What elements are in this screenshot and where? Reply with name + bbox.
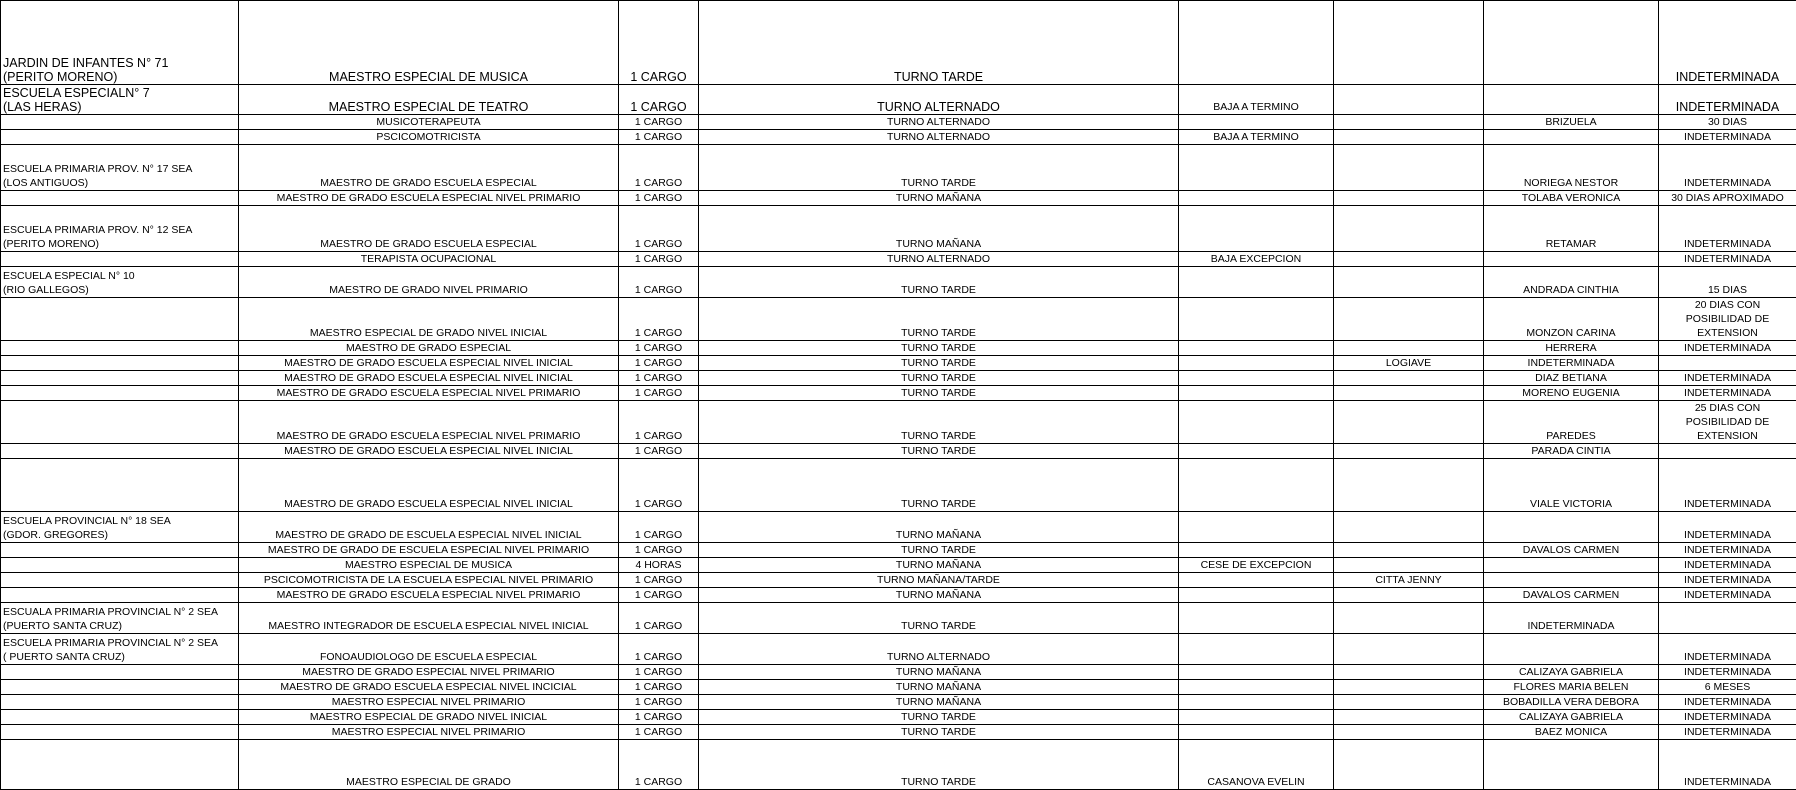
table-cell: PSCICOMOTRICISTA	[239, 130, 619, 145]
table-cell	[1179, 634, 1334, 665]
table-cell: TURNO TARDE	[699, 267, 1179, 298]
table-cell: TURNO MAÑANA	[699, 665, 1179, 680]
table-cell	[1, 130, 239, 145]
table-cell: 1 CARGO	[619, 444, 699, 459]
table-row	[1, 695, 1796, 710]
table-cell: NORIEGA NESTOR	[1484, 145, 1659, 191]
table-cell: TURNO TARDE	[699, 356, 1179, 371]
table-cell: TURNO MAÑANA	[699, 512, 1179, 543]
table-cell: INDETERMINADA	[1659, 573, 1796, 588]
table-cell	[1334, 115, 1484, 130]
table-cell: 1 CARGO	[619, 1, 699, 85]
table-cell	[1334, 512, 1484, 543]
table-cell: MORENO EUGENIA	[1484, 386, 1659, 401]
table-cell: ESCUELA PRIMARIA PROV. N° 12 SEA (PERITO MORENO)	[1, 206, 239, 252]
table-cell	[1, 740, 239, 790]
table-cell: 1 CARGO	[619, 130, 699, 145]
table-cell: TURNO ALTERNADO	[699, 85, 1179, 115]
table-cell	[1334, 665, 1484, 680]
table-cell: TURNO ALTERNADO	[699, 130, 1179, 145]
table-row	[1, 573, 1796, 588]
table-cell: 1 CARGO	[619, 512, 699, 543]
table-cell: 1 CARGO	[619, 588, 699, 603]
table-cell: 1 CARGO	[619, 386, 699, 401]
table-cell	[1334, 543, 1484, 558]
table-cell	[1484, 85, 1659, 115]
table-row	[1, 1, 1796, 85]
table-row	[1, 710, 1796, 725]
table-cell: LOGIAVE	[1334, 356, 1484, 371]
table-cell	[1484, 740, 1659, 790]
table-cell: 30 DIAS	[1659, 115, 1796, 130]
table-cell: MAESTRO DE GRADO ESCUELA ESPECIAL	[239, 145, 619, 191]
table-cell	[1, 558, 239, 573]
table-cell: INDETERMINADA	[1659, 665, 1796, 680]
table-cell: TOLABA VERONICA	[1484, 191, 1659, 206]
table-cell: 1 CARGO	[619, 85, 699, 115]
table-cell	[1334, 130, 1484, 145]
table-cell: 1 CARGO	[619, 206, 699, 252]
table-cell: MAESTRO DE GRADO NIVEL PRIMARIO	[239, 267, 619, 298]
table-cell	[1179, 459, 1334, 512]
table-cell: VIALE VICTORIA	[1484, 459, 1659, 512]
table-cell: MAESTRO DE GRADO ESCUELA ESPECIAL NIVEL INICIAL	[239, 459, 619, 512]
table-cell: ESCUELA PRIMARIA PROVINCIAL N° 2 SEA ( PUERTO SANTA CRUZ)	[1, 634, 239, 665]
table-cell: TURNO TARDE	[699, 543, 1179, 558]
table-cell: INDETERMINADA	[1484, 603, 1659, 634]
table-cell: TURNO MAÑANA	[699, 191, 1179, 206]
table-cell: MAESTRO DE GRADO ESCUELA ESPECIAL NIVEL PRIMARIO	[239, 386, 619, 401]
table-cell: MAESTRO ESPECIAL DE GRADO NIVEL INICIAL	[239, 298, 619, 341]
table-cell: FONOAUDIOLOGO DE ESCUELA ESPECIAL	[239, 634, 619, 665]
table-cell	[1659, 356, 1796, 371]
table-cell: INDETERMINADA	[1659, 543, 1796, 558]
table-row	[1, 603, 1796, 634]
table-cell: CASANOVA EVELIN	[1179, 740, 1334, 790]
table-cell: 1 CARGO	[619, 634, 699, 665]
table-cell	[1, 459, 239, 512]
table-row	[1, 267, 1796, 298]
table-cell: INDETERMINADA	[1659, 206, 1796, 252]
table-cell: INDETERMINADA	[1659, 145, 1796, 191]
table-cell	[1334, 588, 1484, 603]
table-cell: 15 DIAS	[1659, 267, 1796, 298]
table-cell	[1659, 603, 1796, 634]
table-cell	[1, 341, 239, 356]
table-cell: INDETERMINADA	[1659, 634, 1796, 665]
table-cell: MAESTRO DE GRADO ESCUELA ESPECIAL NIVEL INICIAL	[239, 356, 619, 371]
table-cell	[1179, 371, 1334, 386]
table-cell: TURNO TARDE	[699, 145, 1179, 191]
table-row	[1, 371, 1796, 386]
table-cell	[1334, 401, 1484, 444]
table-cell: INDETERMINADA	[1659, 725, 1796, 740]
table-body	[1, 1, 1796, 790]
table-cell: PAREDES	[1484, 401, 1659, 444]
table-cell: 1 CARGO	[619, 543, 699, 558]
table-cell	[1179, 725, 1334, 740]
table-cell	[1179, 401, 1334, 444]
table-cell: ESCUELA ESPECIAL N° 10 (RIO GALLEGOS)	[1, 267, 239, 298]
table-cell: CALIZAYA GABRIELA	[1484, 665, 1659, 680]
table-cell	[1, 401, 239, 444]
table-row	[1, 401, 1796, 444]
table-cell	[1179, 512, 1334, 543]
table-cell: MAESTRO DE GRADO ESPECIAL	[239, 341, 619, 356]
table-row	[1, 85, 1796, 115]
table-cell: MAESTRO ESPECIAL DE GRADO NIVEL INICIAL	[239, 710, 619, 725]
table-row	[1, 115, 1796, 130]
table-cell	[1, 543, 239, 558]
table-cell	[1334, 740, 1484, 790]
table-cell	[1334, 85, 1484, 115]
table-cell: ESCUELA PRIMARIA PROV. N° 17 SEA (LOS ANTIGUOS)	[1, 145, 239, 191]
table-cell: INDETERMINADA	[1659, 130, 1796, 145]
table-cell	[1179, 356, 1334, 371]
table-cell	[1, 191, 239, 206]
table-cell: TURNO MAÑANA	[699, 588, 1179, 603]
table-cell: 1 CARGO	[619, 710, 699, 725]
table-row	[1, 665, 1796, 680]
table-cell: MAESTRO INTEGRADOR DE ESCUELA ESPECIAL NIVEL INICIAL	[239, 603, 619, 634]
table-cell	[1484, 512, 1659, 543]
table-cell	[1484, 1, 1659, 85]
table-cell	[1179, 206, 1334, 252]
table-cell	[1334, 459, 1484, 512]
table-cell: CALIZAYA GABRIELA	[1484, 710, 1659, 725]
table-row	[1, 386, 1796, 401]
table-cell: RETAMAR	[1484, 206, 1659, 252]
table-cell: TURNO TARDE	[699, 603, 1179, 634]
table-cell: INDETERMINADA	[1659, 695, 1796, 710]
table-cell: TURNO TARDE	[699, 298, 1179, 341]
table-cell: 1 CARGO	[619, 356, 699, 371]
table-row	[1, 356, 1796, 371]
table-cell	[1334, 298, 1484, 341]
table-cell	[1334, 1, 1484, 85]
table-cell: MAESTRO DE GRADO ESCUELA ESPECIAL NIVEL PRIMARIO	[239, 401, 619, 444]
table-cell: TURNO TARDE	[699, 1, 1179, 85]
table-cell	[1334, 634, 1484, 665]
table-cell: 1 CARGO	[619, 665, 699, 680]
table-cell	[1, 710, 239, 725]
table-cell: 1 CARGO	[619, 115, 699, 130]
table-row	[1, 512, 1796, 543]
table-cell	[1334, 341, 1484, 356]
table-cell	[1334, 371, 1484, 386]
table-cell	[1, 588, 239, 603]
table-cell	[1484, 634, 1659, 665]
table-cell: INDETERMINADA	[1659, 252, 1796, 267]
table-cell: INDETERMINADA	[1659, 341, 1796, 356]
table-cell	[1179, 710, 1334, 725]
table-cell: TURNO MAÑANA	[699, 680, 1179, 695]
table-cell: MAESTRO DE GRADO DE ESCUELA ESPECIAL NIVEL INICIAL	[239, 512, 619, 543]
table-cell: TURNO MAÑANA	[699, 558, 1179, 573]
table-cell: MAESTRO DE GRADO ESCUELA ESPECIAL NIVEL PRIMARIO	[239, 588, 619, 603]
table-cell	[1, 298, 239, 341]
table-row	[1, 588, 1796, 603]
table-cell	[1179, 603, 1334, 634]
table-cell: JARDIN DE INFANTES N° 71 (PERITO MORENO)	[1, 1, 239, 85]
table-cell: TURNO MAÑANA	[699, 206, 1179, 252]
table-cell	[1334, 252, 1484, 267]
table-cell: 1 CARGO	[619, 740, 699, 790]
table-cell	[1334, 680, 1484, 695]
table-cell: MONZON CARINA	[1484, 298, 1659, 341]
table-cell: MAESTRO ESPECIAL DE MUSICA	[239, 558, 619, 573]
table-cell	[1, 371, 239, 386]
table-cell	[1334, 710, 1484, 725]
table-row	[1, 130, 1796, 145]
table-cell	[1179, 298, 1334, 341]
table-cell	[1179, 573, 1334, 588]
table-cell: TURNO ALTERNADO	[699, 634, 1179, 665]
table-cell	[1179, 386, 1334, 401]
table-cell: TURNO ALTERNADO	[699, 252, 1179, 267]
table-cell: ANDRADA CINTHIA	[1484, 267, 1659, 298]
table-cell: INDETERMINADA	[1659, 85, 1796, 115]
table-cell: ESCUALA PRIMARIA PROVINCIAL N° 2 SEA (PUERTO SANTA CRUZ)	[1, 603, 239, 634]
table-cell: MAESTRO DE GRADO ESPECIAL NIVEL PRIMARIO	[239, 665, 619, 680]
table-cell: TURNO TARDE	[699, 444, 1179, 459]
table-cell: 1 CARGO	[619, 680, 699, 695]
table-cell: 1 CARGO	[619, 267, 699, 298]
table-cell: DAVALOS CARMEN	[1484, 588, 1659, 603]
table-cell	[1484, 573, 1659, 588]
table-cell: 20 DIAS CON POSIBILIDAD DE EXTENSION	[1659, 298, 1796, 341]
table-cell	[1, 356, 239, 371]
table-cell	[1484, 558, 1659, 573]
table-cell: INDETERMINADA	[1659, 386, 1796, 401]
table-cell: MAESTRO DE GRADO ESCUELA ESPECIAL NIVEL INICIAL	[239, 444, 619, 459]
table-cell: BAJA EXCEPCION	[1179, 252, 1334, 267]
table-row	[1, 444, 1796, 459]
table-cell	[1179, 665, 1334, 680]
table-row	[1, 298, 1796, 341]
table-cell	[1179, 543, 1334, 558]
table-cell: DIAZ BETIANA	[1484, 371, 1659, 386]
table-row	[1, 206, 1796, 252]
table-cell: 1 CARGO	[619, 573, 699, 588]
table-cell: 1 CARGO	[619, 725, 699, 740]
table-cell	[1, 573, 239, 588]
table-row	[1, 191, 1796, 206]
table-row	[1, 740, 1796, 790]
table-cell: 1 CARGO	[619, 341, 699, 356]
table-cell: FLORES MARIA BELEN	[1484, 680, 1659, 695]
table-cell: MAESTRO ESPECIAL NIVEL PRIMARIO	[239, 725, 619, 740]
table-cell	[1179, 444, 1334, 459]
table-cell	[1, 680, 239, 695]
table-cell: 1 CARGO	[619, 191, 699, 206]
table-cell: INDETERMINADA	[1659, 588, 1796, 603]
table-cell: 1 CARGO	[619, 695, 699, 710]
table-cell: MAESTRO ESPECIAL DE MUSICA	[239, 1, 619, 85]
table-cell	[1179, 191, 1334, 206]
table-cell: HERRERA	[1484, 341, 1659, 356]
table-cell: TURNO ALTERNADO	[699, 115, 1179, 130]
table-cell: PARADA CINTIA	[1484, 444, 1659, 459]
table-cell: PSCICOMOTRICISTA DE LA ESCUELA ESPECIAL NIVEL PRIMARIO	[239, 573, 619, 588]
table-cell	[1179, 695, 1334, 710]
table-cell	[1, 695, 239, 710]
table-cell: TURNO TARDE	[699, 401, 1179, 444]
table-cell: MAESTRO DE GRADO ESCUELA ESPECIAL NIVEL PRIMARIO	[239, 191, 619, 206]
table-cell: MAESTRO DE GRADO ESCUELA ESPECIAL NIVEL INICIAL	[239, 371, 619, 386]
table-cell: INDETERMINADA	[1659, 710, 1796, 725]
table-cell: INDETERMINADA	[1659, 459, 1796, 512]
table-row	[1, 634, 1796, 665]
table-row	[1, 543, 1796, 558]
table-cell: 1 CARGO	[619, 401, 699, 444]
table-cell: MAESTRO DE GRADO ESCUELA ESPECIAL	[239, 206, 619, 252]
table-cell: 1 CARGO	[619, 459, 699, 512]
table-cell: TURNO TARDE	[699, 725, 1179, 740]
table-cell: BRIZUELA	[1484, 115, 1659, 130]
table-cell: CITTA JENNY	[1334, 573, 1484, 588]
table-row	[1, 145, 1796, 191]
table-cell: MAESTRO ESPECIAL DE GRADO	[239, 740, 619, 790]
table-cell: 1 CARGO	[619, 603, 699, 634]
table-cell: BAJA A TERMINO	[1179, 85, 1334, 115]
table-cell	[1484, 130, 1659, 145]
table-cell	[1, 386, 239, 401]
table-cell	[1484, 252, 1659, 267]
table-cell: INDETERMINADA	[1659, 512, 1796, 543]
table-row	[1, 725, 1796, 740]
table-cell	[1, 725, 239, 740]
table-cell: 4 HORAS	[619, 558, 699, 573]
table-cell: TURNO TARDE	[699, 459, 1179, 512]
table-cell: 1 CARGO	[619, 252, 699, 267]
table-cell: TURNO MAÑANA/TARDE	[699, 573, 1179, 588]
table-cell: BOBADILLA VERA DEBORA	[1484, 695, 1659, 710]
table-cell	[1, 665, 239, 680]
table-cell	[1334, 206, 1484, 252]
table-cell: BAEZ MONICA	[1484, 725, 1659, 740]
table-cell: 6 MESES	[1659, 680, 1796, 695]
table-row	[1, 459, 1796, 512]
table-cell: 1 CARGO	[619, 298, 699, 341]
table-cell	[1, 252, 239, 267]
table-cell: INDETERMINADA	[1659, 558, 1796, 573]
table-cell: MAESTRO DE GRADO DE ESCUELA ESPECIAL NIVEL PRIMARIO	[239, 543, 619, 558]
table-cell	[1179, 115, 1334, 130]
table-cell	[1179, 680, 1334, 695]
table-cell	[1334, 145, 1484, 191]
table-cell: TURNO TARDE	[699, 341, 1179, 356]
table-cell: 25 DIAS CON POSIBILIDAD DE EXTENSION	[1659, 401, 1796, 444]
table-cell: CESE DE EXCEPCION	[1179, 558, 1334, 573]
table-row	[1, 680, 1796, 695]
table-cell	[1179, 1, 1334, 85]
table-row	[1, 558, 1796, 573]
table-cell	[1334, 267, 1484, 298]
table-cell: INDETERMINADA	[1484, 356, 1659, 371]
table-cell: ESCUELA PROVINCIAL N° 18 SEA (GDOR. GREGORES)	[1, 512, 239, 543]
table-cell: MAESTRO ESPECIAL NIVEL PRIMARIO	[239, 695, 619, 710]
table-cell: BAJA A TERMINO	[1179, 130, 1334, 145]
table-cell: TURNO TARDE	[699, 710, 1179, 725]
table-cell	[1334, 695, 1484, 710]
table-cell	[1334, 603, 1484, 634]
table-row	[1, 341, 1796, 356]
table-cell: MAESTRO ESPECIAL DE TEATRO	[239, 85, 619, 115]
table-cell: TURNO TARDE	[699, 740, 1179, 790]
table-row	[1, 252, 1796, 267]
table-cell: TURNO MAÑANA	[699, 695, 1179, 710]
table-cell: ESCUELA ESPECIALN° 7 (LAS HERAS)	[1, 85, 239, 115]
table-cell	[1334, 386, 1484, 401]
table-cell: MUSICOTERAPEUTA	[239, 115, 619, 130]
table-cell: DAVALOS CARMEN	[1484, 543, 1659, 558]
table-cell: TERAPISTA OCUPACIONAL	[239, 252, 619, 267]
table-cell: MAESTRO DE GRADO ESCUELA ESPECIAL NIVEL INCICIAL	[239, 680, 619, 695]
table-cell	[1334, 725, 1484, 740]
table-cell	[1334, 191, 1484, 206]
table-cell	[1179, 267, 1334, 298]
table-cell	[1334, 558, 1484, 573]
table-cell: 1 CARGO	[619, 371, 699, 386]
table-cell	[1179, 341, 1334, 356]
table-cell	[1334, 444, 1484, 459]
table-cell: 1 CARGO	[619, 145, 699, 191]
table-cell	[1, 444, 239, 459]
table-cell	[1659, 444, 1796, 459]
table-cell: TURNO TARDE	[699, 371, 1179, 386]
table-cell	[1179, 145, 1334, 191]
table-cell	[1179, 588, 1334, 603]
table-cell: 30 DIAS APROXIMADO	[1659, 191, 1796, 206]
table-cell	[1, 115, 239, 130]
table-cell: INDETERMINADA	[1659, 1, 1796, 85]
table-cell: INDETERMINADA	[1659, 740, 1796, 790]
table-cell: TURNO TARDE	[699, 386, 1179, 401]
table-cell: INDETERMINADA	[1659, 371, 1796, 386]
